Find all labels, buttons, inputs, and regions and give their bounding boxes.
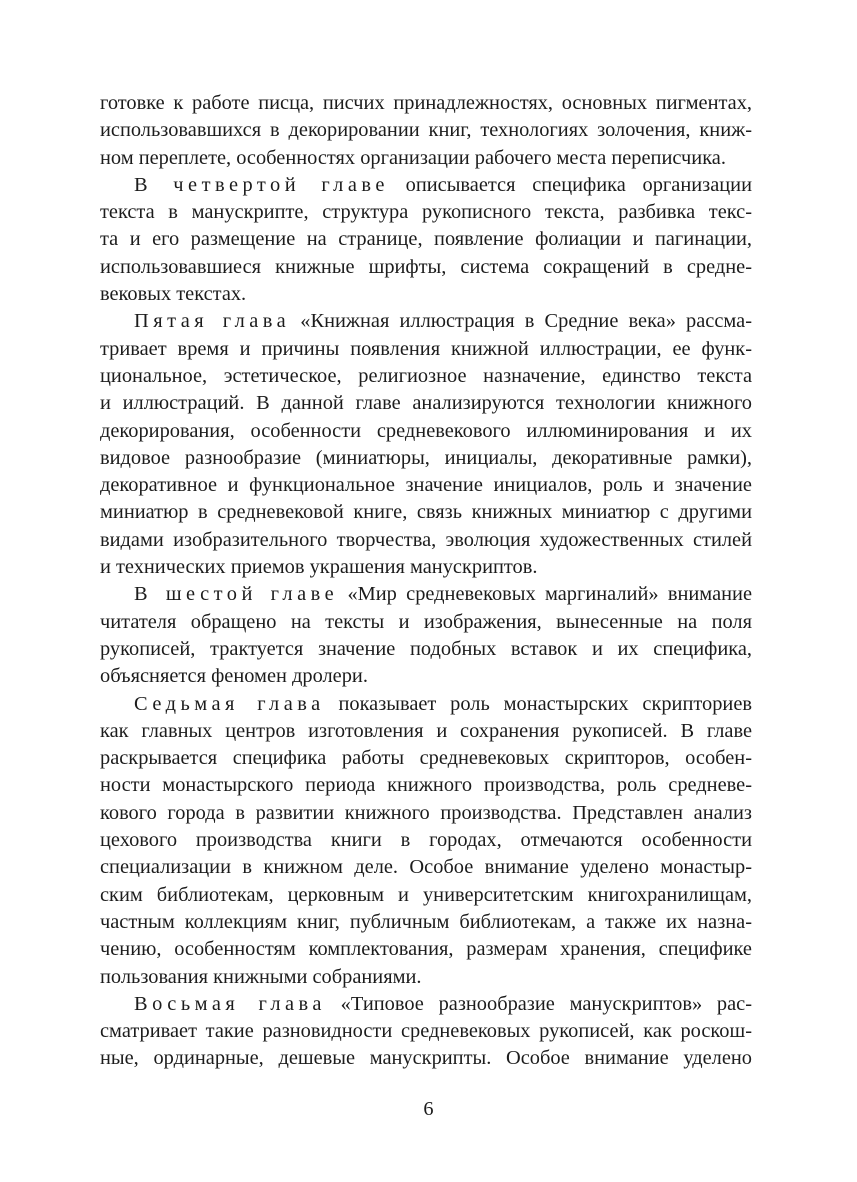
text-line: миниатюр в средневековой книге, связь книжных миниатюр с другими: [100, 501, 752, 524]
chapter-heading-spaced: В шестой главе: [134, 583, 339, 606]
text-line: и технических приемов украшения манускриптов.: [100, 556, 538, 579]
text-line-rest: «Книжная иллюстрация в Средние века» рассма-: [290, 310, 752, 333]
text-line: готовке к работе писца, писчих принадлежностях, основных пигментах,: [100, 92, 752, 114]
text-line: [100, 172, 752, 199]
text-line: видовое разнообразие (миниатюры, инициалы, декоративные рамки),: [100, 446, 752, 469]
text-line: текста в манускрипте, структура рукописного текста, разбивка текс-: [100, 201, 752, 224]
text-line: [100, 581, 752, 608]
text-line: та и его размещение на странице, появление фолиации и пагинации,: [100, 228, 752, 251]
text-line: чению, особенностям комплектования, размерам хранения, специфике: [100, 938, 752, 961]
text-line: циональное, эстетическое, религиозное назначение, единство текста: [100, 364, 752, 387]
text-line: раскрывается специфика работы средневековых скрипторов, особен-: [100, 747, 752, 770]
page-body: [100, 90, 752, 1073]
text-line: [100, 691, 752, 718]
text-line: кового города в развитии книжного производства. Представлен анализ: [100, 801, 752, 824]
text-line: видами изобразительного творчества, эволюция художественных стилей: [100, 528, 752, 551]
paragraph-chapter-6: [100, 581, 752, 690]
text-line: [100, 991, 752, 1018]
text-line: специализации в книжном деле. Особое внимание уделено монастыр-: [100, 856, 752, 879]
text-line: ные, ординарные, дешевые манускрипты. Особое внимание уделено: [100, 1047, 752, 1070]
text-line: как главных центров изготовления и сохранения рукописей. В главе: [100, 719, 752, 742]
page-number: 6: [423, 1098, 434, 1120]
text-line: декоративное и функциональное значение инициалов, роль и значение: [100, 474, 752, 497]
text-line: ном переплете, особенностях организации рабочего места переписчика.: [100, 146, 726, 169]
chapter-heading-spaced: Восьмая глава: [134, 992, 326, 1015]
text-line: пользования книжными собраниями.: [100, 965, 422, 988]
chapter-heading-spaced: В четвертой главе: [134, 173, 389, 196]
chapter-heading-spaced: Пятая глава: [134, 310, 291, 333]
text-line: цехового производства книги в городах, отмечаются особенности: [100, 829, 752, 852]
paragraph-chapter-8: [100, 991, 752, 1073]
text-line-rest: показывает роль монастырских скрипториев: [324, 692, 752, 715]
text-line: рукописей, трактуется значение подобных вставок и их специфика,: [100, 637, 752, 660]
text-line: сматривает такие разновидности средневековых рукописей, как роскош-: [100, 1020, 752, 1043]
paragraph-chapter-4: [100, 172, 752, 308]
text-line: декорирования, особенности средневекового иллюминирования и их: [100, 419, 752, 442]
paragraph-intro-continued: [100, 90, 752, 172]
text-line: ности монастырского периода книжного производства, роль средневе-: [100, 774, 752, 797]
text-line: [100, 308, 752, 335]
text-line: ским библиотекам, церковным и университетским книгохранилищам,: [100, 883, 752, 906]
text-line: и иллюстраций. В данной главе анализируются технологии книжного: [100, 392, 752, 415]
text-line: вековых текстах.: [100, 283, 247, 306]
paragraph-chapter-7: [100, 691, 752, 991]
text-line: использовавшиеся книжные шрифты, система сокращений в средне-: [100, 255, 752, 278]
chapter-heading-spaced: Седьмая глава: [134, 692, 325, 715]
text-line-rest: «Мир средневековых маргиналий» внимание: [338, 583, 752, 606]
text-line-rest: «Типовое разнообразие манускриптов» рас-: [325, 992, 752, 1015]
text-line: тривает время и причины появления книжной иллюстрации, ее функ-: [100, 337, 752, 360]
text-line: частным коллекциям книг, публичным библиотекам, а также их назна-: [100, 910, 752, 933]
text-line-rest: описывается специфика организации: [388, 173, 752, 196]
text-line: объясняется феномен дролери.: [100, 665, 368, 688]
text-line: использовавшихся в декорировании книг, технологиях золочения, книж-: [100, 119, 752, 142]
paragraph-chapter-5: [100, 308, 752, 581]
text-line: читателя обращено на тексты и изображения, вынесенные на поля: [100, 610, 752, 633]
